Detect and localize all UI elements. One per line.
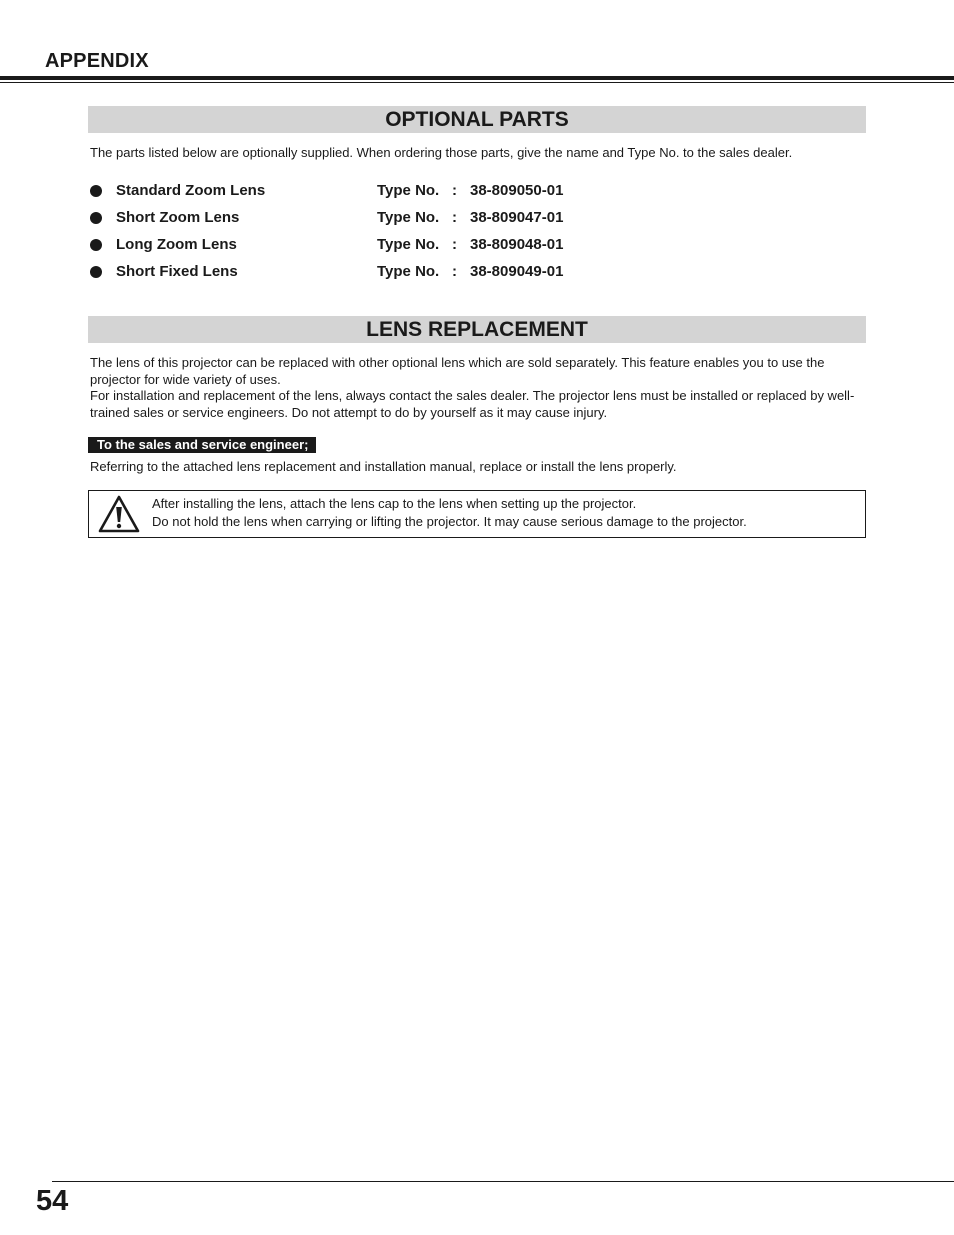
type-no-value: 38-809047-01 <box>470 209 564 226</box>
type-no-label: Type No. <box>377 263 440 280</box>
part-row <box>90 209 690 236</box>
part-name: Standard Zoom Lens <box>116 182 266 199</box>
type-no-separator: : <box>452 236 457 253</box>
part-row <box>90 263 690 290</box>
type-no-separator: : <box>452 209 457 226</box>
bullet-icon <box>90 185 102 197</box>
caution-line-1: After installing the lens, attach the lens cap to the lens when setting up the projector. <box>152 496 637 511</box>
part-name: Short Zoom Lens <box>116 209 240 226</box>
page-header-title: APPENDIX <box>45 50 149 72</box>
type-no-label: Type No. <box>377 236 440 253</box>
page-number: 54 <box>36 1185 69 1217</box>
header-divider-thick <box>0 76 954 80</box>
header-divider-thin <box>0 82 954 83</box>
lens-replacement-paragraph-2: For installation and replacement of the lens, always contact the sales dealer. The projector lens must be installed or replaced by well-trained sales or service engineers. Do not attempt to do by yourself as it may cause injury. <box>90 388 855 420</box>
lens-replacement-paragraph-1: The lens of this projector can be replaced with other optional lens which are sold separately. This feature enables you to use the projector for wide variety of uses. <box>90 355 825 387</box>
part-name: Long Zoom Lens <box>116 236 237 253</box>
type-no-separator: : <box>452 263 457 280</box>
caution-box <box>88 490 866 538</box>
part-row <box>90 236 690 263</box>
engineer-notice-label: To the sales and service engineer; <box>88 437 316 453</box>
type-no-value: 38-809048-01 <box>470 236 564 253</box>
optional-parts-heading: OPTIONAL PARTS <box>88 106 866 133</box>
part-name: Short Fixed Lens <box>116 263 238 280</box>
type-no-value: 38-809049-01 <box>470 263 564 280</box>
caution-text <box>152 495 747 531</box>
bullet-icon <box>90 266 102 278</box>
caution-line-2: Do not hold the lens when carrying or lifting the projector. It may cause serious damage to the projector. <box>152 514 747 529</box>
lens-replacement-heading: LENS REPLACEMENT <box>88 316 866 343</box>
footer-divider <box>52 1181 954 1182</box>
type-no-separator: : <box>452 182 457 199</box>
warning-icon <box>97 494 141 534</box>
bullet-icon <box>90 239 102 251</box>
part-row <box>90 182 690 209</box>
parts-list <box>90 182 690 290</box>
optional-parts-intro: The parts listed below are optionally supplied. When ordering those parts, give the name and Type No. to the sales dealer. <box>90 145 793 160</box>
type-no-value: 38-809050-01 <box>470 182 564 199</box>
engineer-notice-text: Referring to the attached lens replacement and installation manual, replace or install the lens properly. <box>90 459 677 474</box>
bullet-icon <box>90 212 102 224</box>
type-no-label: Type No. <box>377 182 440 199</box>
type-no-label: Type No. <box>377 209 440 226</box>
